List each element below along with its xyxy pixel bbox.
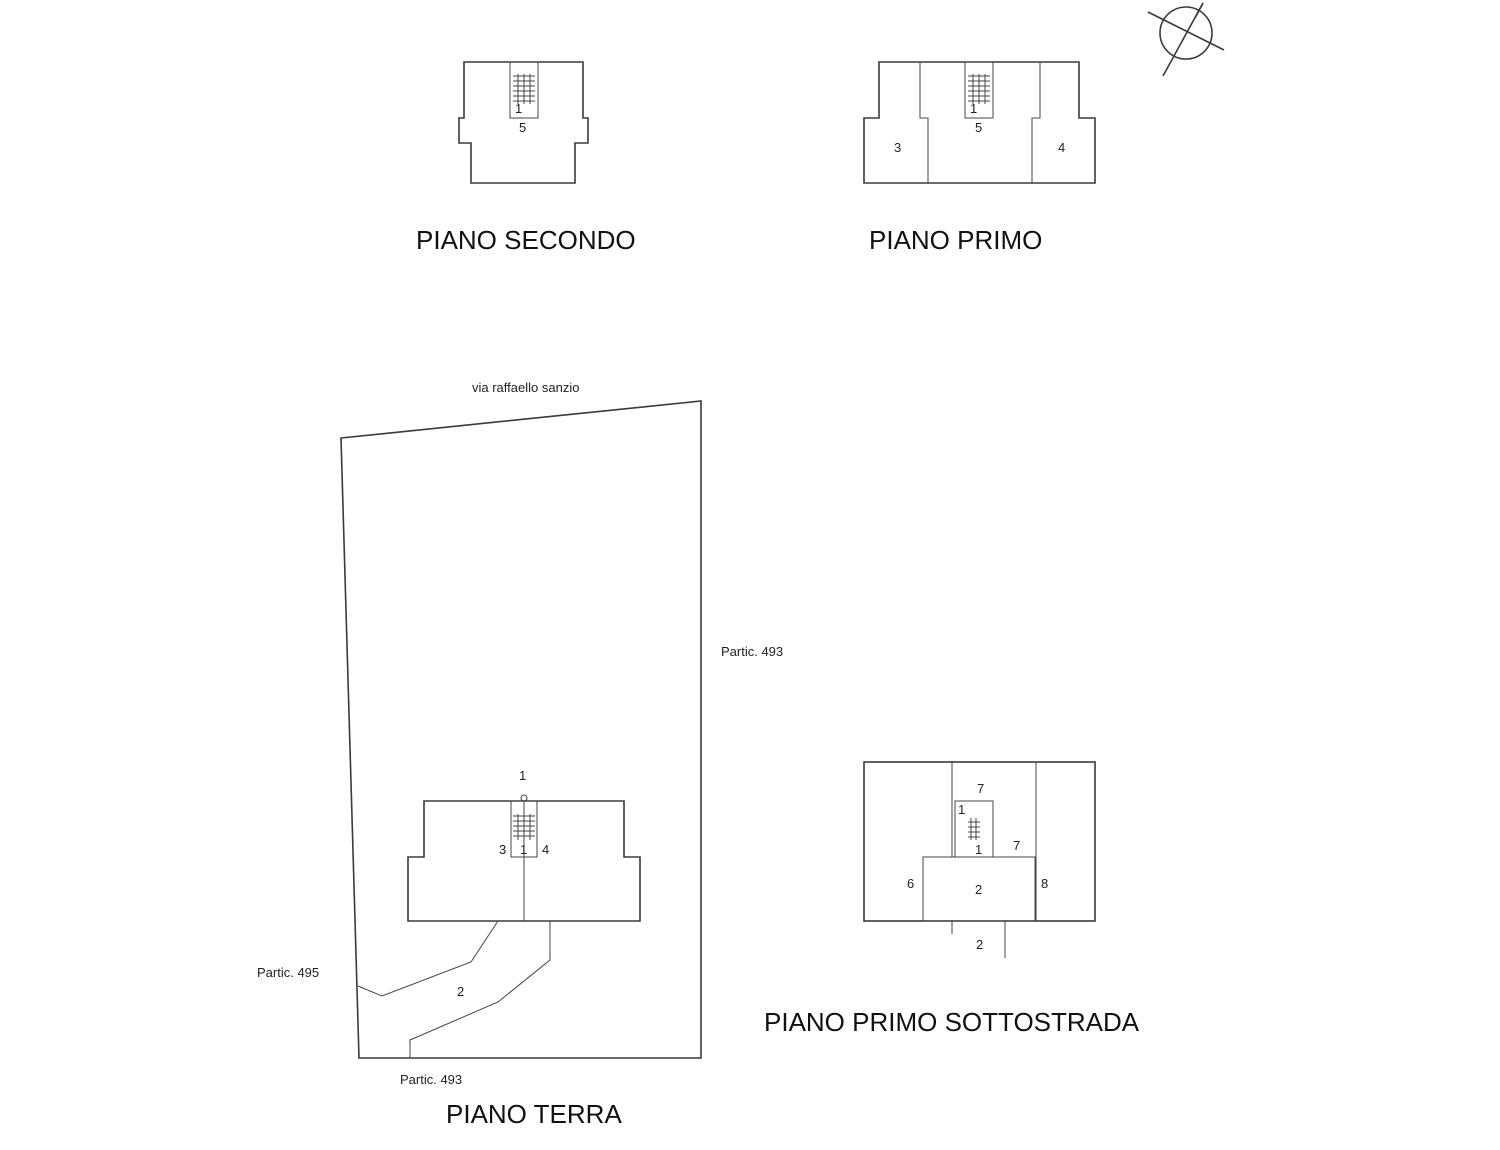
room-label: 7 [1013,838,1021,853]
parcel-label: Partic. 493 [400,1072,463,1087]
plan-ground-floor [257,380,783,1129]
plan-first-floor [864,62,1095,255]
parcel-label: Partic. 493 [721,644,784,659]
plan-basement [764,762,1140,1037]
room-label: 1 [975,842,983,857]
room-label: 4 [1058,140,1066,155]
room-label: 4 [542,842,550,857]
staircase [513,74,535,104]
plan-title: PIANO PRIMO SOTTOSTRADA [764,1007,1140,1037]
staircase [968,818,980,840]
room-label: 3 [499,842,507,857]
room-label: 2 [976,937,984,952]
room-label: 3 [894,140,902,155]
plan-title: PIANO TERRA [446,1099,622,1129]
room-label: 1 [970,101,978,116]
room-label: 7 [977,781,985,796]
room-label: 5 [519,120,527,135]
room-label: 5 [975,120,983,135]
room-label: 2 [457,984,465,999]
lot-boundary [341,401,701,1058]
north-arrow-icon [1148,3,1224,76]
room-label: 2 [975,882,983,897]
plan-title: PIANO PRIMO [869,225,1043,255]
plan-title: PIANO SECONDO [416,225,636,255]
room-label: 1 [958,802,966,817]
room-label: 1 [519,768,527,783]
parcel-label: Partic. 495 [257,965,320,980]
staircase [968,74,990,104]
room-label: 6 [907,876,915,891]
plan-second-floor [416,62,636,255]
street-label: via raffaello sanzio [472,380,580,395]
room-label: 8 [1041,876,1049,891]
room-label: 1 [515,101,523,116]
room-label: 1 [520,842,528,857]
